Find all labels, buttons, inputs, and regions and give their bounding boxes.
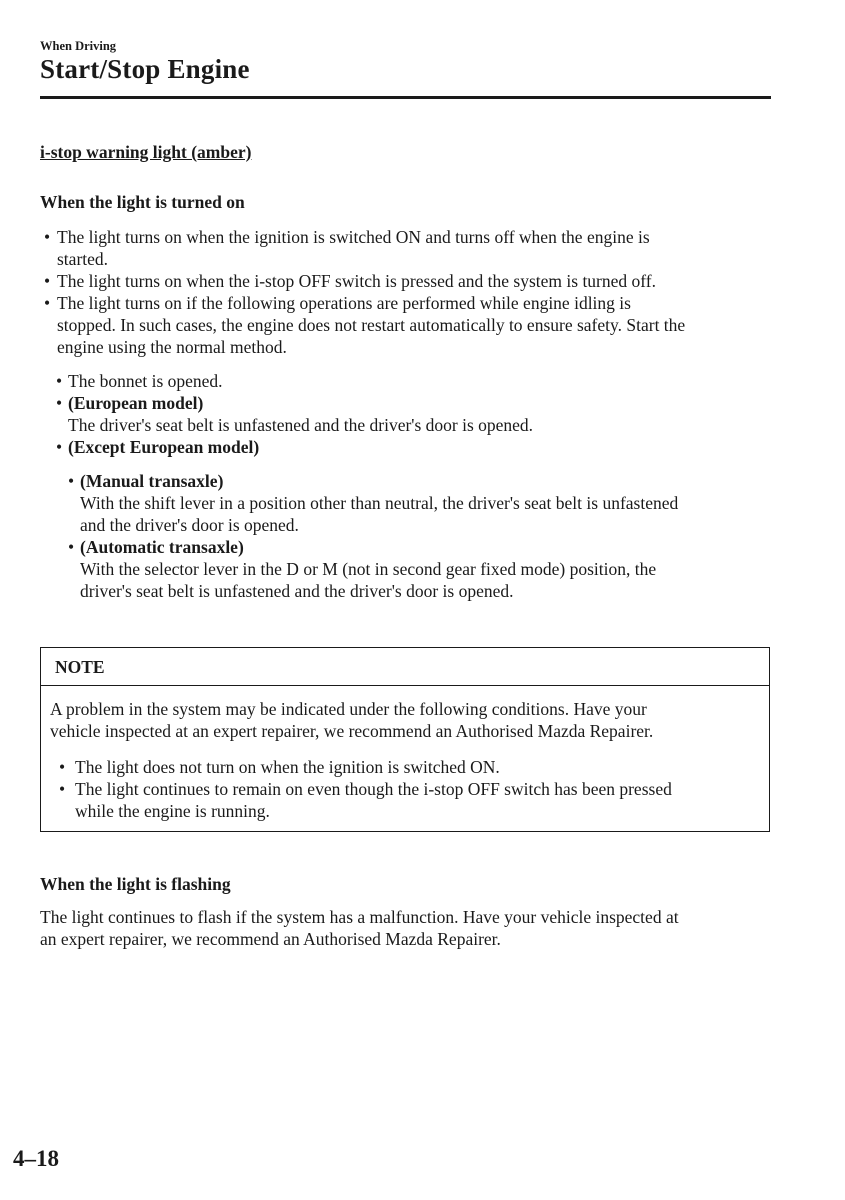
subheading: i-stop warning light (amber): [40, 142, 252, 162]
note-box: [40, 647, 770, 832]
note-intro: A problem in the system may be indicated under the following conditions. Have your vehicle inspected at an expert repairer, we recommend an Authorised Mazda Repairer.: [50, 699, 654, 741]
list-item: • (Manual transaxle) With the shift lever in a position other than neutral, the driver's seat belt is unfastened and the driver's door is opened.: [68, 471, 679, 535]
list-item: • The light turns on when the ignition is switched ON and turns off when the engine is started.: [44, 227, 650, 269]
bullet-dot: •: [56, 371, 63, 391]
title-rule: [40, 96, 771, 99]
bullet-dot: •: [44, 271, 51, 291]
bullet-dot: •: [44, 293, 51, 313]
list-item: • (European model) The driver's seat belt is unfastened and the driver's door is opened.: [56, 393, 534, 435]
note-title: NOTE: [55, 657, 105, 677]
list-item: • (Automatic transaxle) With the selector lever in the D or M (not in second gear fixed mode) position, the driver's seat belt is unfastened and the driver's door is opened.: [68, 537, 657, 601]
bullet-dot: •: [56, 393, 63, 413]
list-item: • The light turns on if the following operations are performed while engine idling is stopped. In such cases, the engine does not restart automatically to ensure safety. Start the engine using the normal method.: [44, 293, 686, 357]
bullet-dot: •: [56, 437, 63, 457]
list-item: • The bonnet is opened.: [56, 371, 223, 391]
turned-on-heading: When the light is turned on: [40, 192, 245, 212]
bullet-dot: •: [59, 779, 66, 799]
list-item: • The light does not turn on when the ignition is switched ON.: [59, 757, 500, 777]
page-number: 4–18: [13, 1146, 59, 1171]
bullet-dot: •: [59, 757, 66, 777]
page-title: Start/Stop Engine: [40, 54, 250, 84]
flashing-heading: When the light is flashing: [40, 874, 231, 894]
list-item: • The light continues to remain on even though the i-stop OFF switch has been pressed while the engine is running.: [59, 779, 672, 821]
list-item: • (Except European model): [56, 437, 260, 457]
list-item: • The light turns on when the i-stop OFF switch is pressed and the system is turned off.: [44, 271, 656, 291]
flashing-paragraph: The light continues to flash if the system has a malfunction. Have your vehicle inspected at an expert repairer, we recommend an Authorised Mazda Repairer.: [40, 907, 679, 949]
note-divider: [41, 685, 769, 686]
bullet-dot: •: [68, 537, 75, 557]
section-label: When Driving: [40, 39, 117, 53]
bullet-dot: •: [68, 471, 75, 491]
bullet-dot: •: [44, 227, 51, 247]
